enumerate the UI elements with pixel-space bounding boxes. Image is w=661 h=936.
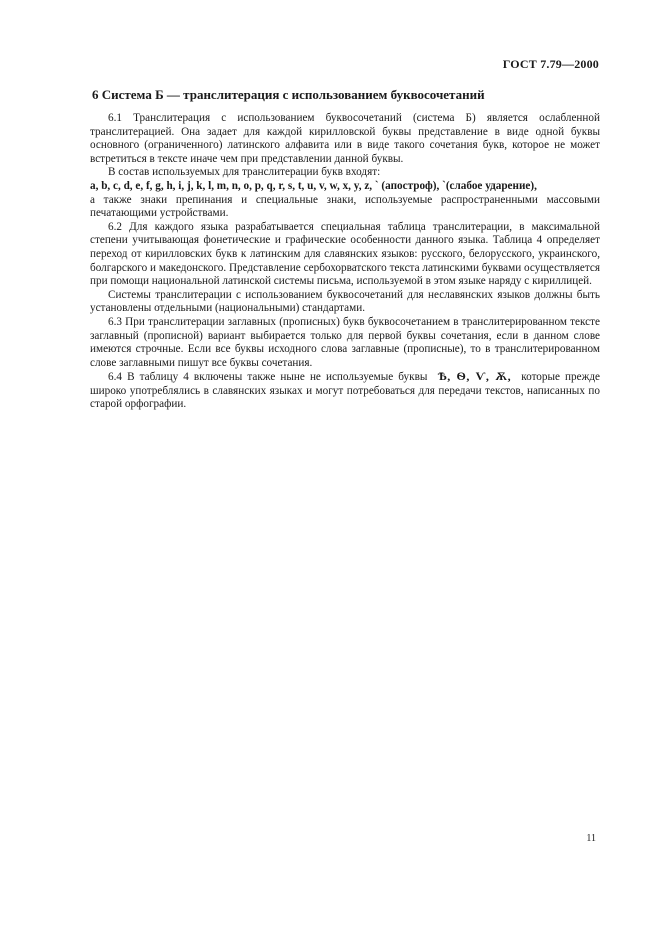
paragraph-6-3: 6.3 При транслитерации заглавных (прописных) букв буквосочетанием в транслитерированном тексте заглавный (прописной) вариант выбирается только для первой буквы сочетания, если в данном слове имеются строчные. Если все буквы исходного слова заглавные (прописные), то в транслитерированном слове заглавными пишут все буквы сочетания. (90, 315, 600, 369)
paragraph-letters-tail: а также знаки препинания и специальные знаки, используемые распространенными массовыми печатающими устройствами. (90, 193, 600, 220)
letters-list: a, b, c, d, e, f, g, h, i, j, k, l, m, n, o, p, q, r, s, t, u, v, w, x, y, z, ` (апостроф), `(слабое ударение), (90, 179, 537, 192)
paragraph-6-1: 6.1 Транслитерация с использованием буквосочетаний (система Б) является ослабленной транслитерацией. Она задает для каждой кирилловской буквы представление в виде одной буквы основного (ограниченного) латинского алфавита или в виде такого сочетания букв, которое не может встретиться в тексте иначе чем при представлении данной буквы. (90, 112, 600, 165)
document-code: ГОСТ 7.79—2000 (502, 57, 599, 71)
old-letters: Ѣ, Ѳ, Ѵ, Ѫ, (437, 369, 512, 384)
paragraph-6-4-start: 6.4 В таблицу 4 включены также ныне не используемые буквы (108, 371, 428, 384)
paragraph-6-4 (90, 370, 600, 412)
page-number: 11 (586, 833, 596, 844)
paragraph-6-2: 6.2 Для каждого языка разрабатывается специальная таблица транслитерации, в максимальной степени учитывающая фонетические и графические особенности данного языка. Таблица 4 определяет переход от кирилловских букв к латинским для славянских языков: русского, белорусского, украинского, болгарского и македонского. Представление сербохорватского текста латинскими буквами осуществляется при помощи национальной латинской системы письма, используемой в этом языке наряду с кириллицей. (90, 220, 600, 288)
paragraph-letters-intro: В состав используемых для транслитерации букв входят: (108, 166, 381, 179)
paragraph-6-4-end: которые прежде широко употреблялись в славянских языках и могут потребоваться для передачи текстов, написанных по старой орфографии. (90, 371, 600, 411)
section-title: 6 Система Б — транслитерация с использованием буквосочетаний (92, 87, 485, 102)
body-text (90, 112, 600, 412)
paragraph-national-systems: Системы транслитерации с использованием буквосочетаний для неславянских языков должны быть установлены отдельными (национальными) стандартами. (90, 288, 600, 315)
